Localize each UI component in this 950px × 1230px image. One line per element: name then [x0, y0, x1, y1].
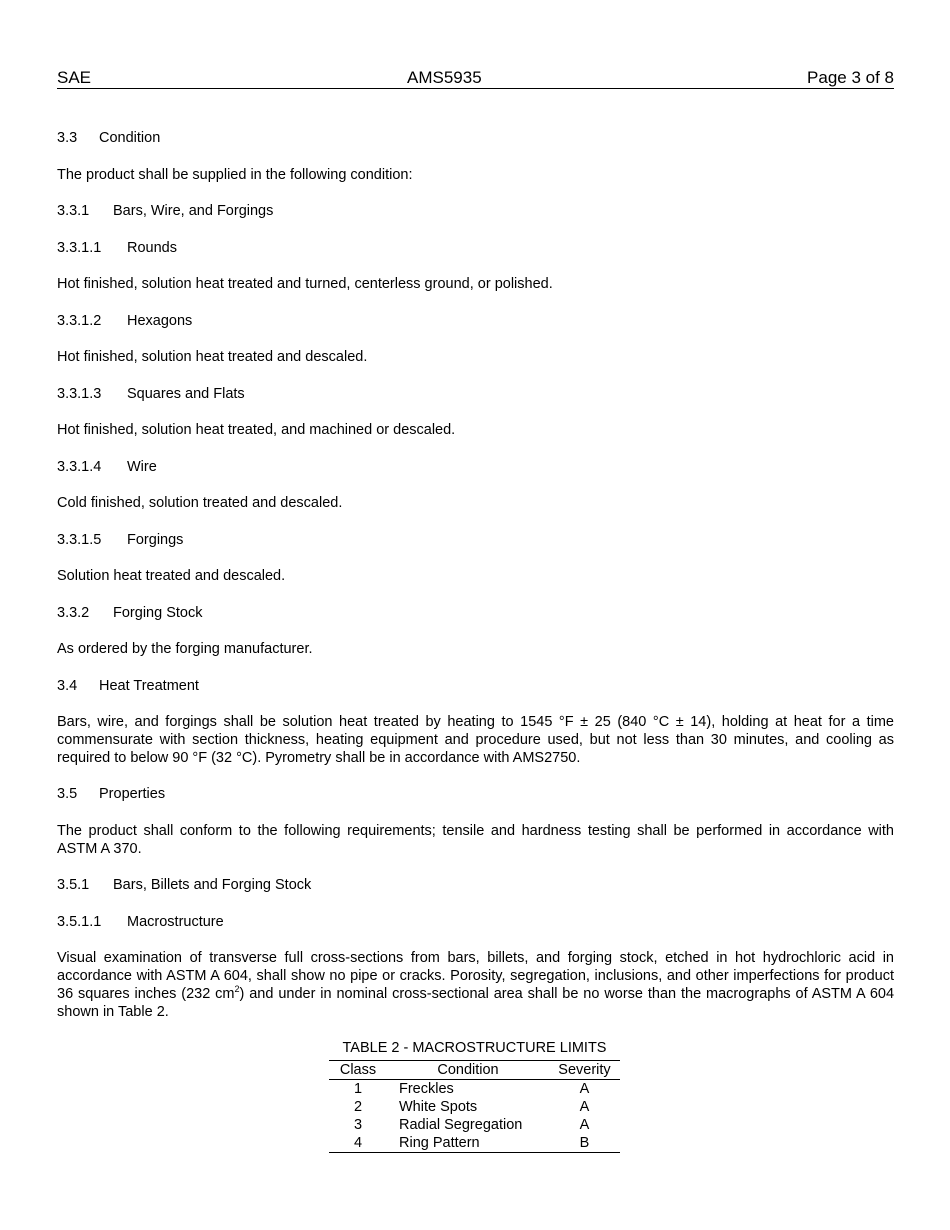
- section-title: Forgings: [127, 532, 184, 548]
- cell-severity: A: [579, 1117, 590, 1133]
- paragraph: As ordered by the forging manufacturer.: [57, 641, 313, 657]
- section-number: 3.3.1.2: [57, 313, 102, 329]
- section-heading-3-5: [57, 785, 894, 803]
- section-number: 3.3.2: [57, 605, 90, 621]
- section-number: 3.5.1.1: [57, 914, 102, 930]
- section-heading-3-3-2: [57, 604, 894, 622]
- section-number: 3.3: [57, 130, 78, 146]
- cell-condition: Ring Pattern: [399, 1135, 480, 1151]
- section-title: Condition: [99, 130, 161, 146]
- cell-condition: Freckles: [399, 1081, 454, 1097]
- paragraph: The product shall conform to the following requirements; tensile and hardness testing shall be performed in accordance with ASTM A 370.: [57, 823, 894, 857]
- superscript: 2: [234, 984, 240, 995]
- table-row: [329, 1080, 620, 1099]
- header-doc-number: AMS5935: [407, 68, 482, 87]
- cell-condition: White Spots: [399, 1099, 478, 1115]
- column-header-condition: Condition: [437, 1062, 499, 1078]
- header-page-number: Page 3 of 8: [807, 68, 894, 87]
- section-heading-3-3-1-1: [57, 239, 894, 257]
- section-heading-3-3-1: [57, 202, 894, 220]
- paragraph-text-part: Visual examination of transverse full cross-sections from bars, billets, and forging stock, etched in hot hydrochloric acid in accordance with ASTM A 604, shall show no pipe or cracks. Porosity, segregation, inclusions, and other imperfections for product 36 squares inches (232 cm: [57, 950, 894, 1002]
- cell-class: 4: [353, 1135, 363, 1151]
- paragraph: The product shall be supplied in the following condition:: [57, 167, 413, 183]
- section-number: 3.5: [57, 786, 78, 802]
- section-title: Hexagons: [127, 313, 193, 329]
- section-heading-3-5-1-1: [57, 913, 894, 931]
- section-number: 3.5.1: [57, 877, 90, 893]
- table-row: [329, 1098, 620, 1116]
- section-number: 3.3.1.5: [57, 532, 102, 548]
- section-title: Squares and Flats: [127, 386, 245, 402]
- cell-severity: A: [579, 1081, 590, 1097]
- cell-class: 2: [353, 1099, 363, 1115]
- table-2: [329, 1039, 620, 1153]
- section-title: Heat Treatment: [99, 678, 199, 694]
- paragraph-macrostructure: [57, 949, 894, 1021]
- section-heading-3-3-1-3: [57, 385, 894, 403]
- paragraph: Hot finished, solution heat treated and turned, centerless ground, or polished.: [57, 276, 553, 292]
- column-header-class: Class: [339, 1062, 377, 1078]
- section-number: 3.3.1: [57, 203, 90, 219]
- column-header-severity: Severity: [558, 1062, 611, 1078]
- section-number: 3.4: [57, 678, 78, 694]
- section-heading-3-3-1-2: [57, 312, 894, 330]
- section-heading-3-4: [57, 677, 894, 695]
- page-header: [57, 68, 894, 89]
- section-title: Rounds: [127, 240, 177, 256]
- table-header-row: [329, 1061, 620, 1080]
- section-heading-3-5-1: [57, 876, 894, 894]
- cell-severity: A: [579, 1099, 590, 1115]
- section-title: Bars, Billets and Forging Stock: [113, 877, 312, 893]
- paragraph: Hot finished, solution heat treated and descaled.: [57, 349, 368, 365]
- section-title: Bars, Wire, and Forgings: [113, 203, 274, 219]
- section-title: Wire: [127, 459, 157, 475]
- cell-condition: Radial Segregation: [399, 1117, 523, 1133]
- section-heading-3-3-1-4: [57, 458, 894, 476]
- cell-class: 3: [353, 1117, 363, 1133]
- section-heading-3-3-1-5: [57, 531, 894, 549]
- table-title: TABLE 2 - MACROSTRUCTURE LIMITS: [342, 1040, 607, 1056]
- section-title: Macrostructure: [127, 914, 224, 930]
- paragraph: Cold finished, solution treated and descaled.: [57, 495, 343, 511]
- section-number: 3.3.1.4: [57, 459, 102, 475]
- section-number: 3.3.1.1: [57, 240, 102, 256]
- section-heading-3-3: [57, 129, 894, 147]
- cell-class: 1: [353, 1081, 363, 1097]
- paragraph: Solution heat treated and descaled.: [57, 568, 286, 584]
- paragraph-text-part: ) and under in nominal cross-sectional area shall be no worse than the macrographs of ASTM A 604 shown in Table 2.: [57, 986, 895, 1020]
- paragraph: Hot finished, solution heat treated, and machined or descaled.: [57, 422, 456, 438]
- section-title: Properties: [99, 786, 166, 802]
- header-org: SAE: [57, 68, 92, 87]
- macrostructure-table: [329, 1060, 620, 1153]
- paragraph: Bars, wire, and forgings shall be solution heat treated by heating to 1545 °F ± 25 (840 °C ± 14), holding at heat for a time commensurate with section thickness, heating equipment and procedure used, but not less than 30 minutes, and cooling as required to below 90 °F (32 °C). Pyrometry shall be in accordance with AMS2750.: [57, 714, 894, 766]
- table-row: [329, 1116, 620, 1134]
- table-row: [329, 1134, 620, 1153]
- cell-severity: B: [579, 1135, 590, 1151]
- section-title: Forging Stock: [113, 605, 203, 621]
- section-number: 3.3.1.3: [57, 386, 102, 402]
